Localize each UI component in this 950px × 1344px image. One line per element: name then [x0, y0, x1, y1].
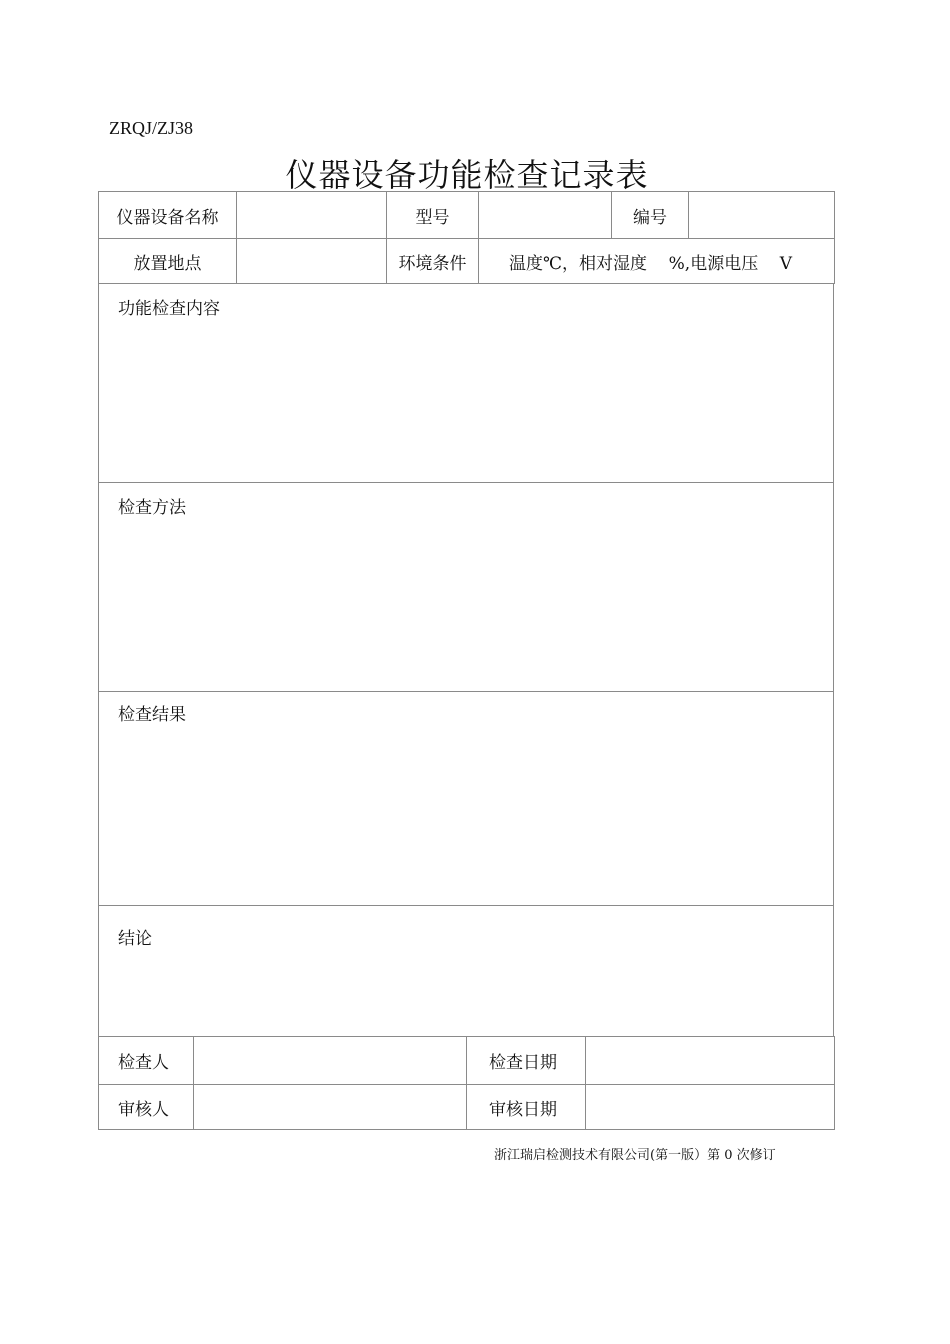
reviewer-cell[interactable] [194, 1085, 467, 1130]
info-row-2 [99, 239, 835, 284]
inspector-cell[interactable] [194, 1037, 467, 1085]
number-label: 编号 [612, 192, 689, 239]
device-name-cell[interactable] [237, 192, 387, 239]
location-cell[interactable] [237, 239, 387, 284]
section-content-label: 功能检查内容 [99, 284, 834, 483]
review-date-cell[interactable] [586, 1085, 835, 1130]
document-code: ZRQJ/ZJ38 [109, 118, 194, 138]
inspector-label: 检查人 [99, 1037, 194, 1085]
sign-table [98, 1036, 835, 1130]
info-table [98, 191, 835, 284]
inspect-date-cell[interactable] [586, 1037, 835, 1085]
location-label: 放置地点 [99, 239, 237, 284]
section-content[interactable] [99, 284, 834, 483]
page-title: 仪器设备功能检查记录表 [285, 156, 649, 194]
review-date-label: 审核日期 [467, 1085, 586, 1130]
number-cell[interactable] [689, 192, 835, 239]
model-label: 型号 [387, 192, 479, 239]
environment-label: 环境条件 [387, 239, 479, 284]
section-result-label: 检查结果 [99, 692, 834, 906]
environment-conditions[interactable]: 温度℃，相对湿度 %,电源电压 V [479, 239, 835, 284]
info-row-1 [99, 192, 835, 239]
section-method-label: 检查方法 [99, 483, 834, 692]
inspect-date-label: 检查日期 [467, 1037, 586, 1085]
reviewer-label: 审核人 [99, 1085, 194, 1130]
sign-row-inspector [99, 1037, 835, 1085]
section-result[interactable] [99, 692, 834, 906]
device-name-label: 仪器设备名称 [99, 192, 237, 239]
section-conclusion-label: 结论 [99, 906, 834, 1037]
model-cell[interactable] [479, 192, 612, 239]
section-conclusion[interactable] [99, 906, 834, 1037]
section-method[interactable] [99, 483, 834, 692]
footer-company-revision: 浙江瑞启检测技术有限公司(第一版）第 0 次修订 [494, 1148, 776, 1163]
sections-table [98, 283, 834, 1037]
sign-row-reviewer [99, 1085, 835, 1130]
